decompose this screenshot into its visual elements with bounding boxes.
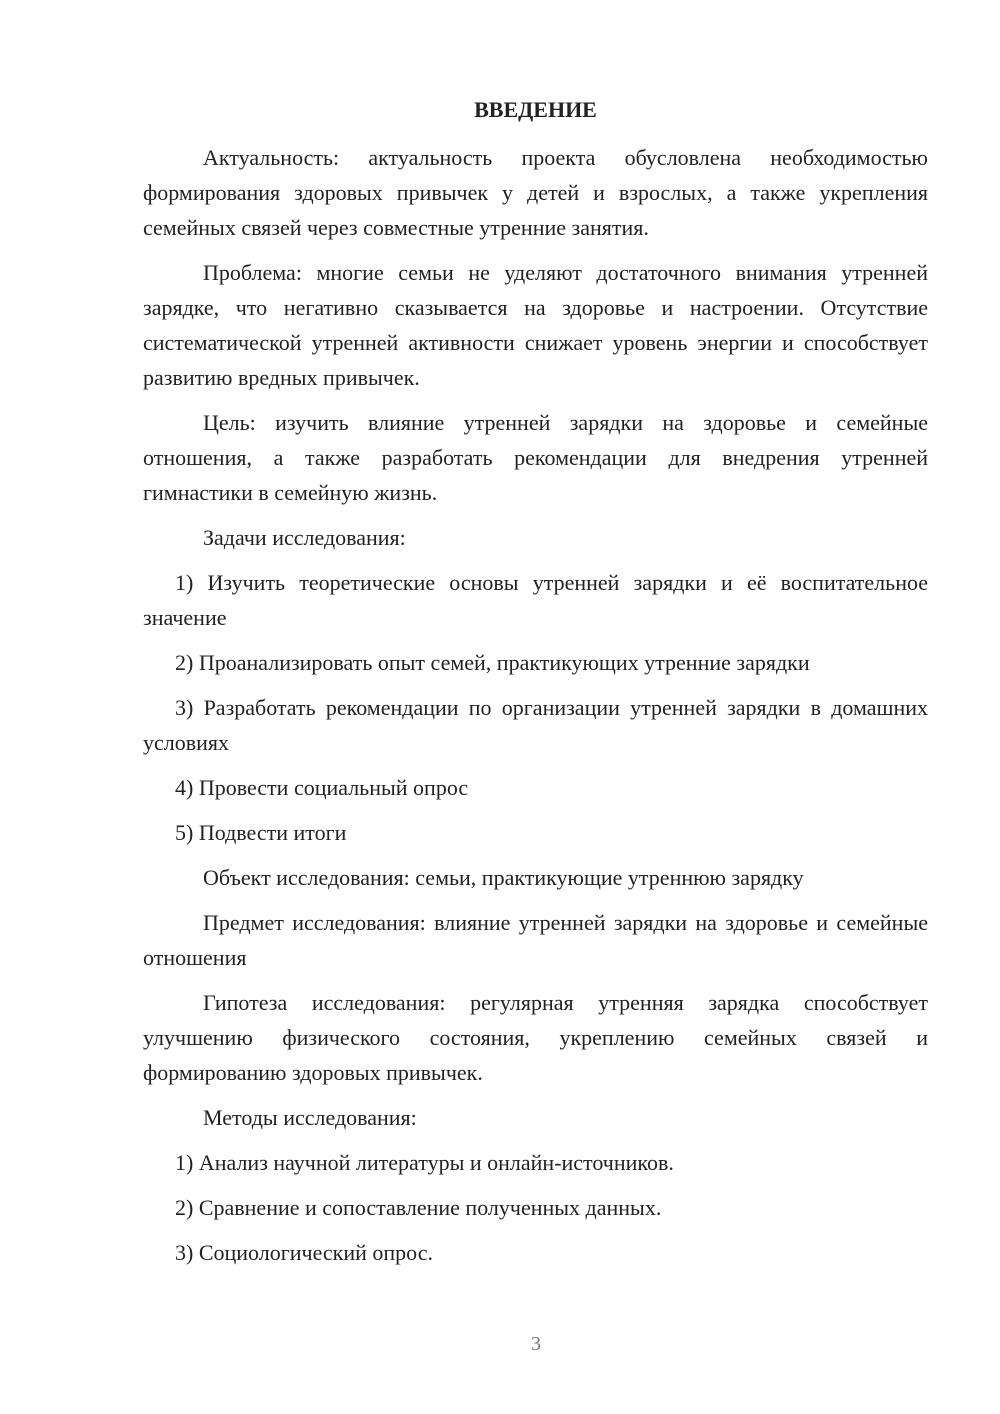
- document-page: [143, 96, 928, 1280]
- task-item-4: 4) Провести социальный опрос: [175, 775, 469, 800]
- relevance-paragraph: Актуальность: актуальность проекта обусловлена необходимостью формирования здоровых привычек у детей и взрослых, а также укрепления семейных связей через совместные утренние занятия.: [143, 145, 928, 240]
- method-item-2: 2) Сравнение и сопоставление полученных данных.: [175, 1195, 662, 1220]
- object-paragraph: Объект исследования: семьи, практикующие утреннюю зарядку: [203, 865, 804, 890]
- task-item-5: 5) Подвести итоги: [175, 820, 347, 845]
- page-number: 3: [531, 1333, 541, 1355]
- task-item-2: 2) Проанализировать опыт семей, практикующих утренние зарядки: [175, 650, 810, 675]
- problem-paragraph: Проблема: многие семьи не уделяют достаточного внимания утренней зарядке, что негативно сказывается на здоровье и настроении. Отсутствие систематической утренней активности снижает уровень энергии и способствует развитию вредных привычек.: [143, 260, 928, 390]
- goal-paragraph: Цель: изучить влияние утренней зарядки на здоровье и семейные отношения, а также разработать рекомендации для внедрения утренней гимнастики в семейную жизнь.: [143, 410, 928, 505]
- methods-title: Методы исследования:: [203, 1105, 417, 1130]
- method-item-3: 3) Социологический опрос.: [175, 1240, 433, 1265]
- method-item-1: 1) Анализ научной литературы и онлайн-источников.: [175, 1150, 674, 1175]
- tasks-title: Задачи исследования:: [203, 525, 406, 550]
- section-heading: ВВЕДЕНИЕ: [474, 97, 597, 122]
- hypothesis-paragraph: Гипотеза исследования: регулярная утренняя зарядка способствует улучшению физического состояния, укреплению семейных связей и формированию здоровых привычек.: [143, 990, 928, 1085]
- task-item-1: 1) Изучить теоретические основы утренней зарядки и её воспитательное значение: [143, 570, 928, 630]
- task-item-3: 3) Разработать рекомендации по организации утренней зарядки в домашних условиях: [143, 695, 928, 755]
- subject-paragraph: Предмет исследования: влияние утренней зарядки на здоровье и семейные отношения: [143, 910, 928, 970]
